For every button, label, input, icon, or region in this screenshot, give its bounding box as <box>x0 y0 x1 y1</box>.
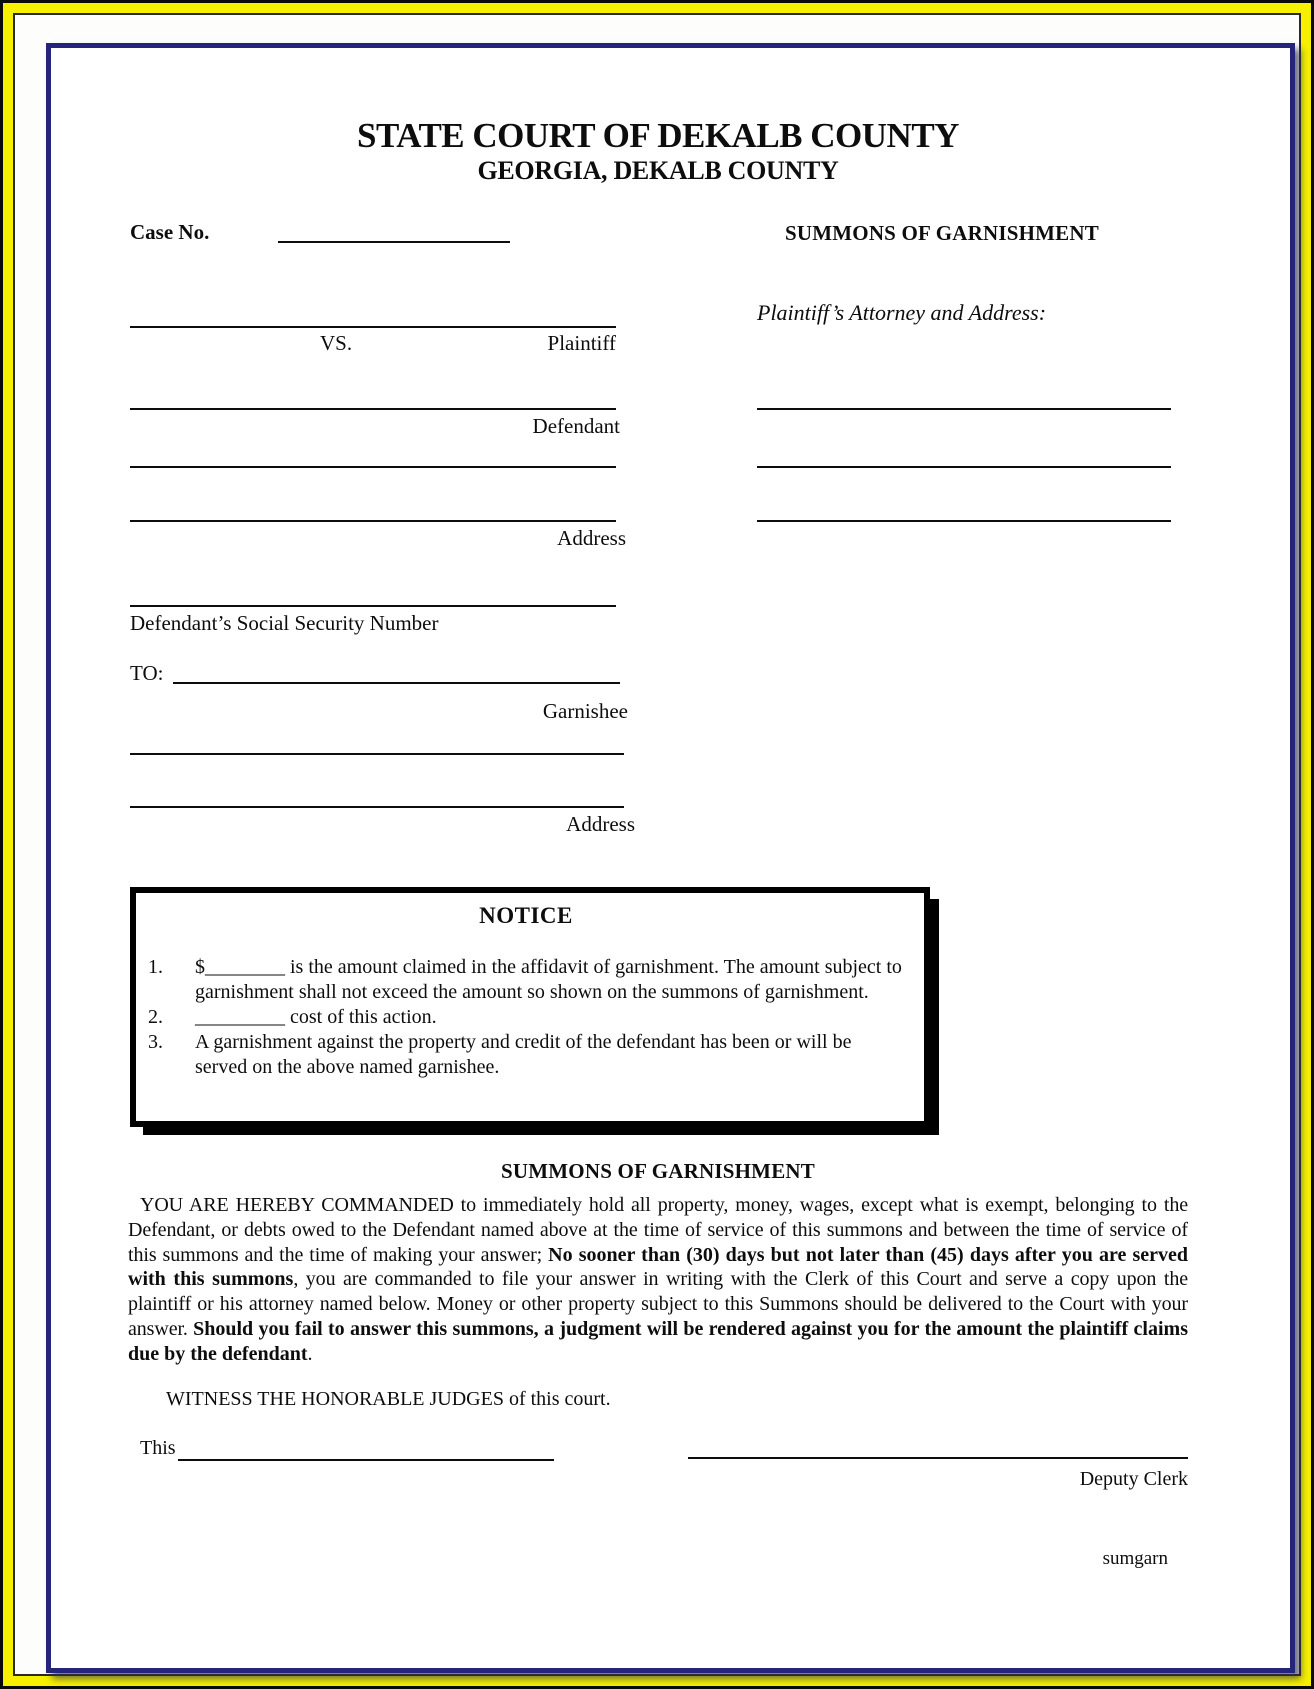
defendant-address-line-1 <box>130 466 616 468</box>
notice-item <box>146 955 906 1005</box>
notice-item <box>146 1030 906 1080</box>
witness-line: WITNESS THE HONORABLE JUDGES of this court. <box>166 1388 611 1410</box>
defendant-address-line-2 <box>130 520 616 522</box>
plaintiff-name-line <box>130 326 616 328</box>
garnishee-address-line-1 <box>130 753 624 755</box>
vs-label: VS. <box>320 331 353 355</box>
to-label: TO: <box>130 661 164 685</box>
attorney-line-2 <box>757 466 1171 468</box>
summons-of-garnishment-header: SUMMONS OF GARNISHMENT <box>785 221 1099 245</box>
plaintiff-label: Plaintiff <box>547 331 616 355</box>
notice-title: NOTICE <box>479 903 573 928</box>
to-row <box>130 661 620 686</box>
garnishee-address-line-2 <box>130 806 624 808</box>
form-code: sumgarn <box>1102 1548 1168 1569</box>
summons-body-paragraph <box>128 1193 1188 1367</box>
notice-item-text: _________ cost of this action. <box>195 1006 437 1028</box>
ssn-label: Defendant’s Social Security Number <box>130 611 439 635</box>
deputy-clerk-signature-line <box>688 1457 1188 1459</box>
notice-item-number: 3. <box>148 1031 163 1053</box>
vs-plaintiff-row <box>130 331 616 356</box>
defendant-address-label: Address <box>557 526 626 550</box>
notice-item-number: 1. <box>148 956 163 978</box>
garnishee-name-line <box>173 682 620 684</box>
garnishee-label: Garnishee <box>542 699 628 723</box>
summons-body-text-2: , you are commanded to file your answer in writing with the Clerk of this Court and serve a copy upon the plaintiff or his attorney named below. Money or other property subject to this Summons should be delivered to the Court with your answer. <box>128 1268 1189 1340</box>
summons-body-text-3: . <box>307 1342 313 1365</box>
summons-body-text-1: YOU ARE HEREBY COMMANDED to immediately hold all property, money, wages, except what is exempt, belonging to the Defendant, or debts owed to the Defendant named above at the time of service of this summons and between the time of service of this summons and the time of making your answer; <box>128 1194 1188 1266</box>
summons-body-bold-2: Should you fail to answer this summons, a judgment will be rendered against you for the amount the plaintiff claims due by the defendant <box>128 1317 1188 1365</box>
notice-item-number: 2. <box>148 1006 163 1028</box>
notice-list <box>146 955 906 1080</box>
garnishee-address-label: Address <box>566 812 635 836</box>
notice-item <box>146 1005 906 1030</box>
attorney-heading: Plaintiff’s Attorney and Address: <box>757 300 1047 325</box>
this-label: This <box>140 1437 176 1459</box>
summons-section-heading: SUMMONS OF GARNISHMENT <box>501 1159 815 1183</box>
court-subtitle: GEORGIA, DEKALB COUNTY <box>477 156 839 185</box>
case-no-label: Case No. <box>130 220 210 244</box>
attorney-line-1 <box>757 408 1171 410</box>
deputy-clerk-label: Deputy Clerk <box>1079 1468 1188 1490</box>
attorney-line-3 <box>757 520 1171 522</box>
notice-item-text: A garnishment against the property and credit of the defendant has been or will be served on the above named garnishee. <box>195 1031 852 1078</box>
date-line <box>178 1459 554 1461</box>
notice-item-text: $________ is the amount claimed in the affidavit of garnishment. The amount subject to garnishment shall not exceed the amount so shown on the summons of garnishment. <box>195 956 902 1003</box>
defendant-label: Defendant <box>532 414 620 438</box>
notice-box <box>130 887 930 1127</box>
summons-body-bold-1: No sooner than (30) days but not later than (45) days after you are served with this summons <box>128 1243 1188 1291</box>
ssn-line <box>130 605 616 607</box>
court-title: STATE COURT OF DEKALB COUNTY <box>357 116 959 155</box>
case-no-line <box>278 241 510 243</box>
defendant-name-line <box>130 408 616 410</box>
